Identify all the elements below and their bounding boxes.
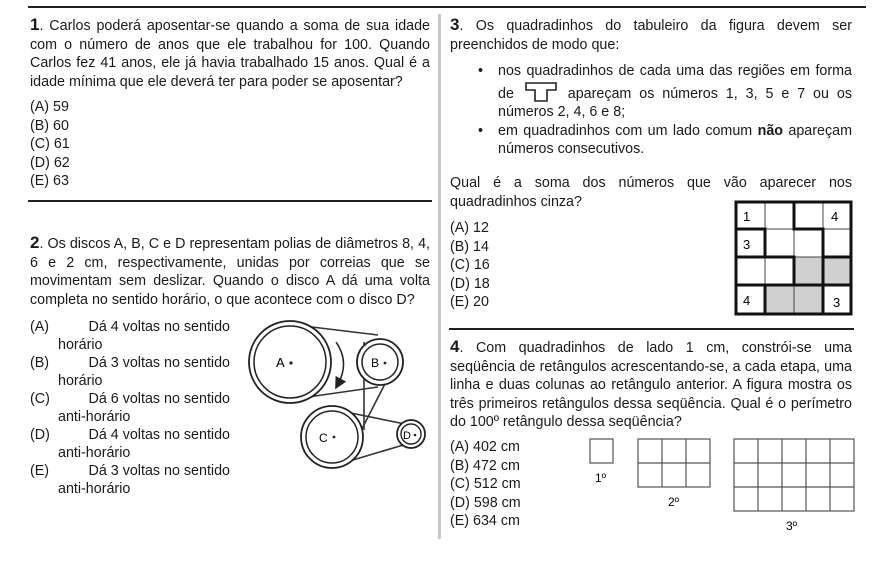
q2-option-b-letter: (B) bbox=[30, 355, 50, 371]
q3-rule-1-after: apareçam os números 1, 3, 5 e 7 ou os números 2, 4, 6 e 8; bbox=[498, 85, 852, 120]
q3-options bbox=[450, 219, 490, 312]
board-figure bbox=[734, 200, 854, 318]
q3-option-b[interactable]: (B) 14 bbox=[450, 238, 489, 255]
q2-option-c-letter: (C) bbox=[30, 391, 50, 407]
q3-option-e[interactable]: (E) 20 bbox=[450, 294, 489, 310]
q4-option-e[interactable]: (E) 634 cm bbox=[450, 513, 520, 529]
clockwise-arrow bbox=[336, 342, 344, 384]
q1-number: 1 bbox=[30, 15, 40, 34]
q1-text: . Carlos poderá aposentar-se quando a soma de sua idade com o número de anos que ele trabalhou for 100. Quando Carlos fez 41 anos, ele já havia trabalhado 15 anos. Qual é a idade mínima que ele deverá ter para poder se aposentar? bbox=[30, 18, 430, 90]
board-r2c1: 3 bbox=[743, 237, 751, 252]
q2-option-c-line2: anti-horário bbox=[58, 409, 131, 425]
q4-number: 4 bbox=[450, 337, 460, 356]
q1-statement bbox=[30, 16, 430, 91]
q2-option-a[interactable] bbox=[30, 318, 230, 354]
q3-statement bbox=[450, 16, 852, 54]
t-shape-icon bbox=[525, 81, 557, 103]
q3-rules bbox=[478, 62, 852, 159]
q1-option-e[interactable]: (E) 63 bbox=[30, 173, 69, 189]
q3-question: Qual é a soma dos números que vão aparecer nos quadradinhos cinza? bbox=[450, 175, 852, 210]
rectangle-2 bbox=[638, 439, 710, 487]
q3-rule-2 bbox=[478, 122, 852, 159]
q4-text: . Com quadradinhos de lado 1 cm, constrói-se uma seqüência de retângulos acrescentando-se, a cada etapa, uma linha e duas colunas ao retângulo anterior. A figura mostra os três primeiros retângulos dessa seqüência. Qual é o perímetro do 100º retângulo dessa seqüência? bbox=[450, 340, 852, 430]
q2-option-d[interactable] bbox=[30, 426, 230, 462]
q3-text: . Os quadradinhos do tabuleiro da figura devem ser preenchidos de modo que: bbox=[450, 18, 852, 53]
q3-rule-2-before: em quadradinhos com um lado comum bbox=[498, 122, 753, 139]
q2-options bbox=[30, 318, 230, 498]
q3-option-d[interactable]: (D) 18 bbox=[450, 275, 490, 292]
q3-rule-2-bold: não bbox=[757, 122, 784, 139]
disc-b-center bbox=[384, 362, 387, 365]
board-r1c4: 4 bbox=[831, 209, 839, 224]
q1-option-a[interactable]: (A) 59 bbox=[30, 99, 69, 115]
q2-number: 2 bbox=[30, 233, 40, 252]
pulley-diagram bbox=[240, 312, 440, 480]
board-r4c1: 4 bbox=[743, 293, 751, 308]
q1-option-d[interactable]: (D) 62 bbox=[30, 154, 70, 171]
q2-option-e-line1: Dá 3 voltas no sentido bbox=[88, 463, 230, 479]
q4-option-b[interactable]: (B) 472 cm bbox=[450, 457, 520, 474]
disc-b-label: B bbox=[371, 356, 380, 370]
q3-rule-1 bbox=[478, 62, 852, 122]
q1-option-c[interactable]: (C) 61 bbox=[30, 136, 70, 152]
q3-option-a[interactable]: (A) 12 bbox=[450, 220, 489, 236]
q2-option-d-letter: (D) bbox=[30, 427, 50, 443]
q4-options bbox=[450, 438, 521, 531]
q2-text: . Os discos A, B, C e D representam polias de diâmetros 8, 4, 6 e 2 cm, respectivamente, unidas por correias que se movimentam sem deslizar. Quando o disco A dá uma volta completa no sentido horário, o que acontece com o disco D? bbox=[30, 236, 430, 308]
disc-d-label: D bbox=[403, 430, 411, 442]
q2-option-a-line1: Dá 4 voltas no sentido bbox=[88, 319, 230, 335]
rectangle-3 bbox=[734, 439, 854, 511]
board-r1c1: 1 bbox=[743, 209, 751, 224]
disc-c-center bbox=[333, 436, 336, 439]
label-2nd: 2º bbox=[668, 495, 680, 509]
q2-statement bbox=[30, 234, 430, 309]
q2-option-d-line2: anti-horário bbox=[58, 445, 131, 461]
q1-options bbox=[30, 98, 70, 191]
q3-option-c[interactable]: (C) 16 bbox=[450, 257, 490, 273]
label-1st: 1º bbox=[595, 471, 607, 485]
q2-option-b[interactable] bbox=[30, 354, 230, 390]
rectangle-sequence-figure bbox=[584, 434, 856, 536]
top-rule bbox=[28, 6, 866, 8]
board-r4c4: 3 bbox=[833, 295, 841, 310]
disc-c-outer bbox=[301, 406, 363, 468]
q2-option-d-line1: Dá 4 voltas no sentido bbox=[88, 427, 230, 443]
q2-option-e[interactable] bbox=[30, 462, 230, 498]
q2-option-e-letter: (E) bbox=[30, 463, 50, 479]
q2-option-b-line2: horário bbox=[58, 373, 103, 389]
q2-option-c[interactable] bbox=[30, 390, 230, 426]
q3-rule-2-after: apareçam números consecutivos. bbox=[498, 122, 852, 157]
disc-b-outer bbox=[357, 339, 403, 385]
q4-option-d[interactable]: (D) 598 cm bbox=[450, 494, 521, 511]
disc-c-label: C bbox=[319, 431, 328, 445]
q3-rule-1-before: nos quadradinhos de cada uma das regiões em forma de bbox=[498, 63, 852, 102]
q2-option-e-line2: anti-horário bbox=[58, 481, 131, 497]
q3-separator bbox=[449, 328, 854, 330]
q1-option-b[interactable]: (B) 60 bbox=[30, 117, 69, 134]
q1-separator bbox=[28, 200, 432, 202]
q4-option-a[interactable]: (A) 402 cm bbox=[450, 439, 520, 455]
q2-option-c-line1: Dá 6 voltas no sentido bbox=[88, 391, 230, 407]
q4-option-c[interactable]: (C) 512 cm bbox=[450, 476, 521, 492]
q3-number: 3 bbox=[450, 15, 460, 34]
disc-a-center bbox=[289, 361, 292, 364]
q2-option-a-letter: (A) bbox=[30, 319, 50, 335]
q2-option-a-line2: horário bbox=[58, 337, 103, 353]
q4-statement bbox=[450, 338, 852, 432]
disc-a-label: A bbox=[276, 355, 285, 370]
disc-d-center bbox=[414, 434, 417, 437]
rectangle-1 bbox=[590, 439, 613, 463]
label-3rd: 3º bbox=[786, 519, 798, 533]
q2-option-b-line1: Dá 3 voltas no sentido bbox=[88, 355, 230, 371]
